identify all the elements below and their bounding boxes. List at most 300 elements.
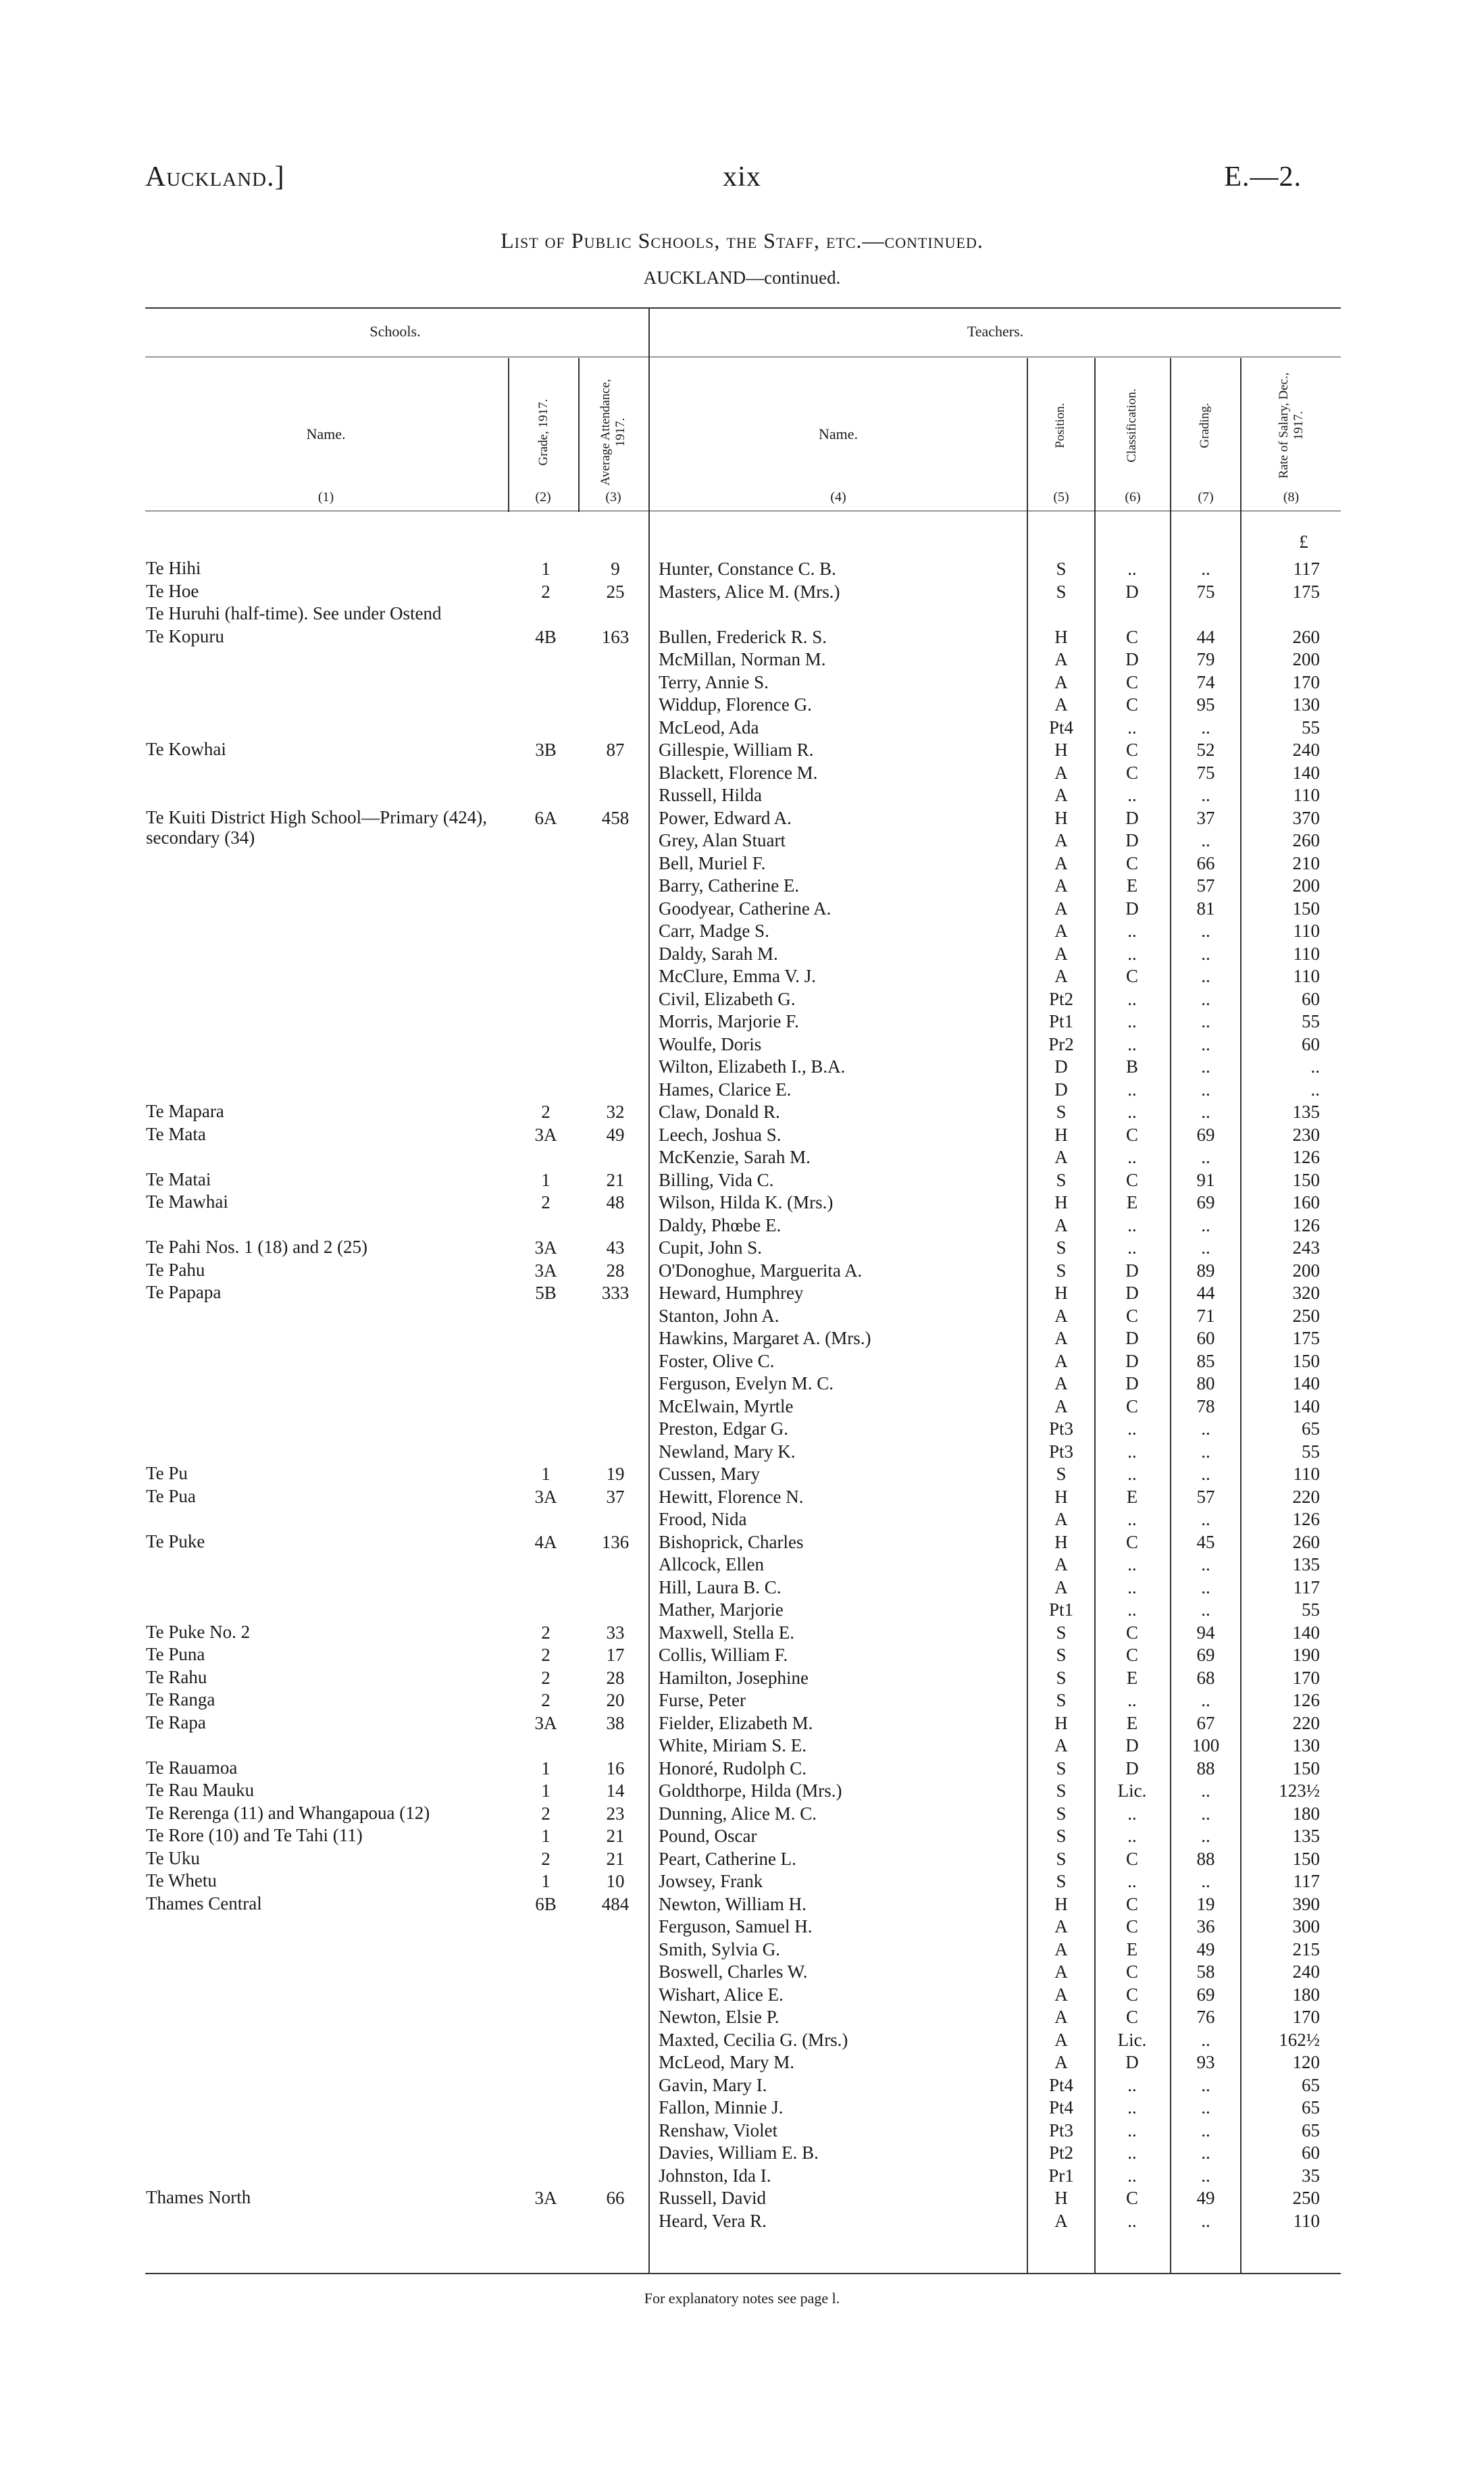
teacher-grading: 94 [1196,1622,1215,1643]
teacher-grading: .. [1201,1215,1210,1235]
position-header: Position. [1053,403,1067,448]
teacher-name: McClure, Emma V. J. [659,966,816,986]
teacher-salary: 140 [1292,1622,1320,1643]
school-grade: 3A [534,1237,557,1258]
teacher-salary: 210 [1292,853,1320,873]
teacher-name: Bishoprick, Charles [659,1532,804,1552]
teacher-name: Wilson, Hilda K. (Mrs.) [659,1192,834,1212]
teacher-classification: .. [1127,1418,1137,1439]
average-attendance: 10 [606,1871,625,1891]
teacher-grading: .. [1201,1690,1210,1710]
average-attendance: 136 [601,1532,630,1552]
column-divider [508,358,509,512]
teacher-position: A [1054,1373,1068,1393]
teacher-salary: 140 [1292,763,1320,783]
teacher-salary: 240 [1292,1961,1320,1982]
teacher-grading: .. [1201,989,1210,1009]
average-attendance: 37 [606,1487,625,1507]
teacher-salary: 60 [1302,2142,1320,2163]
teacher-classification: .. [1127,1826,1137,1846]
teacher-name: Daldy, Sarah M. [659,944,778,964]
teacher-classification: D [1125,898,1139,919]
teacher-salary: 110 [1293,1464,1320,1484]
teacher-position: Pt3 [1048,2120,1074,2140]
teacher-classification: E [1126,875,1138,896]
school-name: Te Kuiti District High School—Primary (424), secondary (34) [146,807,488,848]
school-name: Te Hoe [146,581,199,601]
teacher-position: A [1054,2211,1068,2231]
teacher-position: A [1054,649,1068,669]
teacher-grading: .. [1201,921,1210,941]
teacher-name: Russell, David [659,2188,766,2208]
teacher-grading: 44 [1196,627,1215,647]
teacher-classification: .. [1127,989,1137,1009]
teacher-name: Maxted, Cecilia G. (Mrs.) [659,2030,848,2050]
teacher-position: S [1056,1826,1067,1846]
school-grade: 3A [534,1487,557,1507]
teacher-grading: .. [1201,1464,1210,1484]
teacher-classification: .. [1127,1690,1137,1710]
teacher-classification: C [1125,672,1138,692]
teacher-grading: 45 [1196,1532,1215,1552]
teacher-name: Smith, Sylvia G. [659,1939,781,1959]
teacher-position: H [1054,808,1068,828]
teacher-salary: 35 [1302,2165,1320,2186]
average-attendance: 49 [606,1125,625,1145]
column-number: (2) [535,490,551,505]
average-attendance: 16 [606,1758,625,1778]
teacher-grading: 49 [1196,2188,1215,2208]
teacher-salary: 175 [1292,582,1320,602]
teacher-salary: 126 [1292,1147,1320,1167]
teacher-classification: D [1125,1373,1139,1393]
teacher-name: Renshaw, Violet [659,2120,778,2140]
teacher-name: Wishart, Alice E. [659,1984,784,2005]
teacher-classification: .. [1127,717,1137,738]
teacher-position: H [1054,1894,1068,1914]
teacher-classification: C [1125,694,1138,715]
school-name: Te Puna [146,1644,205,1664]
teacher-name: Russell, Hilda [659,785,762,805]
teacher-grading: 69 [1196,1125,1215,1145]
teacher-classification: .. [1127,1147,1137,1167]
teacher-classification: .. [1127,2120,1137,2140]
teacher-grading: 81 [1196,898,1215,919]
average-attendance: 28 [606,1668,625,1688]
school-grade: 3B [535,740,557,760]
school-name: Te Hihi [146,558,201,578]
teacher-name: Hawkins, Margaret A. (Mrs.) [659,1328,871,1348]
teacher-position: A [1054,1351,1068,1371]
school-grade: 2 [541,1690,551,1710]
teacher-name: Newland, Mary K. [659,1441,796,1462]
teacher-position: A [1054,1554,1068,1574]
teacher-grading: .. [1201,1577,1210,1597]
teacher-salary: 120 [1292,2052,1320,2072]
teacher-classification: .. [1127,1102,1137,1122]
teacher-position: Pt4 [1048,2097,1074,2118]
teacher-grading: 85 [1196,1351,1215,1371]
teacher-salary: 117 [1293,1871,1320,1891]
teacher-salary: 55 [1302,1011,1320,1031]
school-name: Te Rerenga (11) and Whangapoua (12) [146,1803,430,1823]
teacher-name: Carr, Madge S. [659,921,769,941]
teacher-position: A [1054,853,1068,873]
school-grade: 6A [534,808,557,828]
teacher-salary: 130 [1292,1735,1320,1755]
teacher-classification: C [1125,2007,1138,2027]
teacher-salary: 160 [1292,1192,1320,1212]
teacher-salary: 170 [1292,1668,1320,1688]
teacher-position: A [1054,2030,1068,2050]
teacher-salary: 60 [1302,1034,1320,1054]
teacher-position: H [1054,740,1068,760]
teacher-name: Heward, Humphrey [659,1283,804,1303]
average-attendance: 14 [606,1780,625,1801]
teacher-grading: .. [1201,1599,1210,1620]
teacher-grading: 74 [1196,672,1215,692]
school-grade: 5B [535,1283,557,1303]
teacher-position: A [1054,1328,1068,1348]
teacher-position: A [1054,672,1068,692]
teacher-salary: 65 [1302,2075,1320,2095]
average-attendance: 333 [601,1283,630,1303]
school-name: Te Mapara [146,1101,224,1121]
average-attendance: 23 [606,1803,625,1824]
teacher-position: A [1054,966,1068,986]
teacher-grading: .. [1201,785,1210,805]
teacher-salary: 123½ [1279,1780,1320,1801]
teacher-classification: .. [1127,944,1137,964]
teacher-grading: 69 [1196,1984,1215,2005]
teacher-name: Bell, Muriel F. [659,853,766,873]
teacher-salary: 200 [1292,649,1320,669]
teacher-position: Pt2 [1048,2142,1074,2163]
teacher-name: Morris, Marjorie F. [659,1011,799,1031]
teacher-salary: 150 [1292,1170,1320,1190]
teacher-position: A [1054,785,1068,805]
school-grade: 3A [534,1125,557,1145]
school-grade: 3A [534,1713,557,1733]
teacher-position: H [1054,1283,1068,1303]
teacher-salary: 300 [1292,1916,1320,1936]
teacher-salary: 135 [1292,1102,1320,1122]
school-name-header: Name. [306,426,346,442]
teacher-classification: D [1125,808,1139,828]
column-number: (8) [1283,490,1300,505]
teacher-position: Pt3 [1048,1418,1074,1439]
teacher-classification: .. [1127,2142,1137,2163]
region-subtitle: AUCKLAND—continued. [643,267,841,288]
teacher-salary: 320 [1292,1283,1320,1303]
teacher-name: Grey, Alan Stuart [659,830,786,850]
school-name: Te Uku [146,1848,200,1868]
school-name: Te Matai [146,1169,211,1189]
teacher-grading: .. [1201,2142,1210,2163]
teacher-classification: C [1125,966,1138,986]
page-number: xix [723,161,761,193]
school-grade: 4B [535,627,557,647]
teacher-name: Hunter, Constance C. B. [659,559,836,579]
teacher-grading: 100 [1192,1735,1220,1755]
teacher-position: D [1054,1056,1068,1077]
average-attendance: 48 [606,1192,625,1212]
teacher-name: O'Donoghue, Marguerita A. [659,1260,863,1281]
teacher-salary: 126 [1292,1509,1320,1529]
school-name: Te Mawhai [146,1191,228,1212]
teacher-name: Gillespie, William R. [659,740,814,760]
teacher-name: Preston, Edgar G. [659,1418,788,1439]
school-name: Thames North [146,2187,251,2207]
teacher-name: Hewitt, Florence N. [659,1487,804,1507]
teacher-classification: D [1125,1351,1139,1371]
teacher-name: Frood, Nida [659,1509,747,1529]
teacher-grading: 76 [1196,2007,1215,2027]
average-attendance: 32 [606,1102,625,1122]
school-name: Thames Central [146,1893,262,1914]
teacher-position: S [1056,1260,1067,1281]
teacher-name: Bullen, Frederick R. S. [659,627,827,647]
teacher-grading: 88 [1196,1849,1215,1869]
teacher-classification: C [1125,1849,1138,1869]
teacher-classification: .. [1127,1237,1137,1258]
teacher-name: Fallon, Minnie J. [659,2097,784,2118]
teacher-position: H [1054,1713,1068,1733]
teacher-grading: 19 [1196,1894,1215,1914]
teacher-position: Pt2 [1048,989,1074,1009]
teacher-grading: 68 [1196,1668,1215,1688]
teacher-salary: .. [1310,1056,1320,1077]
teacher-position: S [1056,1780,1067,1801]
teacher-salary: 240 [1292,740,1320,760]
teacher-salary: 243 [1292,1237,1320,1258]
teacher-grading: .. [1201,1780,1210,1801]
school-name: Te Rapa [146,1712,206,1733]
teacher-salary: .. [1310,1079,1320,1100]
teacher-grading: .. [1201,830,1210,850]
teacher-position: S [1056,1849,1067,1869]
teacher-grading: 60 [1196,1328,1215,1348]
teacher-classification: .. [1127,1599,1137,1620]
teacher-position: Pt4 [1048,2075,1074,2095]
teacher-grading: 75 [1196,582,1215,602]
teacher-salary: 126 [1292,1690,1320,1710]
teacher-name: Foster, Olive C. [659,1351,775,1371]
table-bottom-rule [145,2273,1341,2274]
teacher-classification: D [1125,649,1139,669]
teacher-position: A [1054,875,1068,896]
salary-header: Rate of Salary, Dec., 1917. [1277,372,1306,479]
teacher-salary: 220 [1292,1487,1320,1507]
teacher-name: Hames, Clarice E. [659,1079,792,1100]
teacher-position: H [1054,1532,1068,1552]
teacher-classification: C [1125,1396,1138,1416]
teacher-salary: 126 [1292,1215,1320,1235]
teacher-salary: 250 [1292,1306,1320,1326]
teacher-classification: E [1126,1668,1138,1688]
teacher-classification: .. [1127,1464,1137,1484]
teacher-salary: 110 [1293,2211,1320,2231]
teacher-name: Widdup, Florence G. [659,694,812,715]
teacher-name: Mather, Marjorie [659,1599,784,1620]
teacher-grading: 37 [1196,808,1215,828]
teacher-salary: 135 [1292,1554,1320,1574]
teacher-grading: 75 [1196,763,1215,783]
column-divider [648,307,650,2273]
teacher-grading: 79 [1196,649,1215,669]
school-name: Te Rau Mauku [146,1780,255,1800]
teacher-position: Pr1 [1048,2165,1074,2186]
teacher-position: A [1054,1961,1068,1982]
teacher-position: Pt1 [1048,1011,1074,1031]
teacher-name: Collis, William F. [659,1645,788,1665]
teacher-salary: 215 [1292,1939,1320,1959]
teacher-salary: 65 [1302,2097,1320,2118]
teacher-grading: 89 [1196,1260,1215,1281]
average-attendance: 87 [606,740,625,760]
average-attendance: 17 [606,1645,625,1665]
teacher-grading: .. [1201,1826,1210,1846]
teacher-classification: D [1125,1260,1139,1281]
teacher-grading: .. [1201,1147,1210,1167]
teacher-classification: D [1125,1328,1139,1348]
school-grade: 2 [541,1645,551,1665]
teachers-group-heading: Teachers. [967,323,1024,340]
teacher-position: S [1056,1102,1067,1122]
teacher-position: A [1054,1215,1068,1235]
school-grade: 2 [541,1849,551,1869]
teacher-position: A [1054,898,1068,919]
teacher-name: Peart, Catherine L. [659,1849,796,1869]
school-grade: 1 [541,1871,551,1891]
teacher-salary: 60 [1302,989,1320,1009]
teacher-classification: .. [1127,2165,1137,2186]
school-grade: 2 [541,1192,551,1212]
teacher-name: Goodyear, Catherine A. [659,898,831,919]
teacher-grading: .. [1201,1418,1210,1439]
teacher-grading: 57 [1196,1487,1215,1507]
teacher-salary: 180 [1292,1803,1320,1824]
teacher-classification: D [1125,1283,1139,1303]
teacher-position: A [1054,1577,1068,1597]
teacher-grading: 88 [1196,1758,1215,1778]
teacher-name: Allcock, Ellen [659,1554,764,1574]
teacher-salary: 110 [1293,921,1320,941]
teacher-name: Billing, Vida C. [659,1170,774,1190]
teacher-classification: D [1125,2052,1139,2072]
school-name: Te Rahu [146,1667,207,1687]
teacher-name: Cupit, John S. [659,1237,763,1258]
teacher-salary: 170 [1292,672,1320,692]
teacher-classification: .. [1127,1011,1137,1031]
teacher-salary: 162½ [1279,2030,1320,2050]
column-number: (6) [1125,490,1141,505]
teacher-salary: 55 [1302,717,1320,738]
average-attendance: 21 [606,1849,625,1869]
school-grade: 4A [534,1532,557,1552]
teacher-classification: .. [1127,559,1137,579]
column-number: (4) [830,490,846,505]
teacher-classification: C [1125,763,1138,783]
teacher-name: Maxwell, Stella E. [659,1622,794,1643]
teacher-name: Power, Edward A. [659,808,792,828]
currency-symbol: £ [1299,532,1308,552]
teacher-position: S [1056,1170,1067,1190]
average-attendance: 66 [606,2188,625,2208]
school-grade: 3A [534,2188,557,2208]
school-name: Te Pua [146,1486,196,1506]
teacher-name: Boswell, Charles W. [659,1961,808,1982]
teacher-classification: .. [1127,1441,1137,1462]
teacher-classification: .. [1127,1871,1137,1891]
teacher-classification: C [1125,1984,1138,2005]
teacher-salary: 130 [1292,694,1320,715]
school-name: Te Pahu [146,1260,205,1280]
teacher-classification: C [1125,1894,1138,1914]
teacher-position: S [1056,1690,1067,1710]
teacher-salary: 180 [1292,1984,1320,2005]
teacher-name: Daldy, Phœbe E. [659,1215,782,1235]
teacher-grading: .. [1201,1509,1210,1529]
teacher-salary: 110 [1293,966,1320,986]
teacher-classification: C [1125,627,1138,647]
teacher-name: Honoré, Rudolph C. [659,1758,807,1778]
school-name: Te Pu [146,1463,188,1483]
teacher-classification: B [1125,1056,1138,1077]
school-grade: 2 [541,1803,551,1824]
teacher-position: S [1056,1464,1067,1484]
teacher-salary: 190 [1292,1645,1320,1665]
teacher-position: A [1054,830,1068,850]
teacher-position: Pt4 [1048,717,1074,738]
teacher-position: H [1054,1125,1068,1145]
teacher-name: Johnston, Ida I. [659,2165,771,2186]
teacher-classification: D [1125,830,1139,850]
teacher-position: S [1056,1871,1067,1891]
teacher-position: S [1056,1803,1067,1824]
teacher-name: Ferguson, Samuel H. [659,1916,813,1936]
teacher-classification: E [1126,1192,1138,1212]
teacher-name: Hamilton, Josephine [659,1668,809,1688]
teacher-name: McKenzie, Sarah M. [659,1147,811,1167]
school-name: Te Mata [146,1124,206,1144]
teacher-classification: C [1125,1306,1138,1326]
teacher-classification: .. [1127,1034,1137,1054]
teacher-position: A [1054,1984,1068,2005]
teacher-salary: 65 [1302,2120,1320,2140]
teacher-salary: 117 [1293,559,1320,579]
school-grade: 1 [541,1780,551,1801]
teacher-salary: 140 [1292,1396,1320,1416]
teacher-grading: 78 [1196,1396,1215,1416]
average-attendance: 21 [606,1170,625,1190]
teacher-grading: 57 [1196,875,1215,896]
teacher-name: Leech, Joshua S. [659,1125,782,1145]
teacher-name: Woulfe, Doris [659,1034,762,1054]
teacher-classification: .. [1127,1554,1137,1574]
teacher-position: A [1054,763,1068,783]
average-attendance: 20 [606,1690,625,1710]
teacher-name: Wilton, Elizabeth I., B.A. [659,1056,846,1077]
teacher-grading: 91 [1196,1170,1215,1190]
teacher-classification: C [1125,1622,1138,1643]
teacher-classification: .. [1127,2211,1137,2231]
grade-header: Grade, 1917. [536,399,551,466]
teacher-classification: E [1126,1487,1138,1507]
teacher-name: Terry, Annie S. [659,672,769,692]
schools-group-heading: Schools. [369,323,421,340]
teacher-classification: C [1125,1916,1138,1936]
